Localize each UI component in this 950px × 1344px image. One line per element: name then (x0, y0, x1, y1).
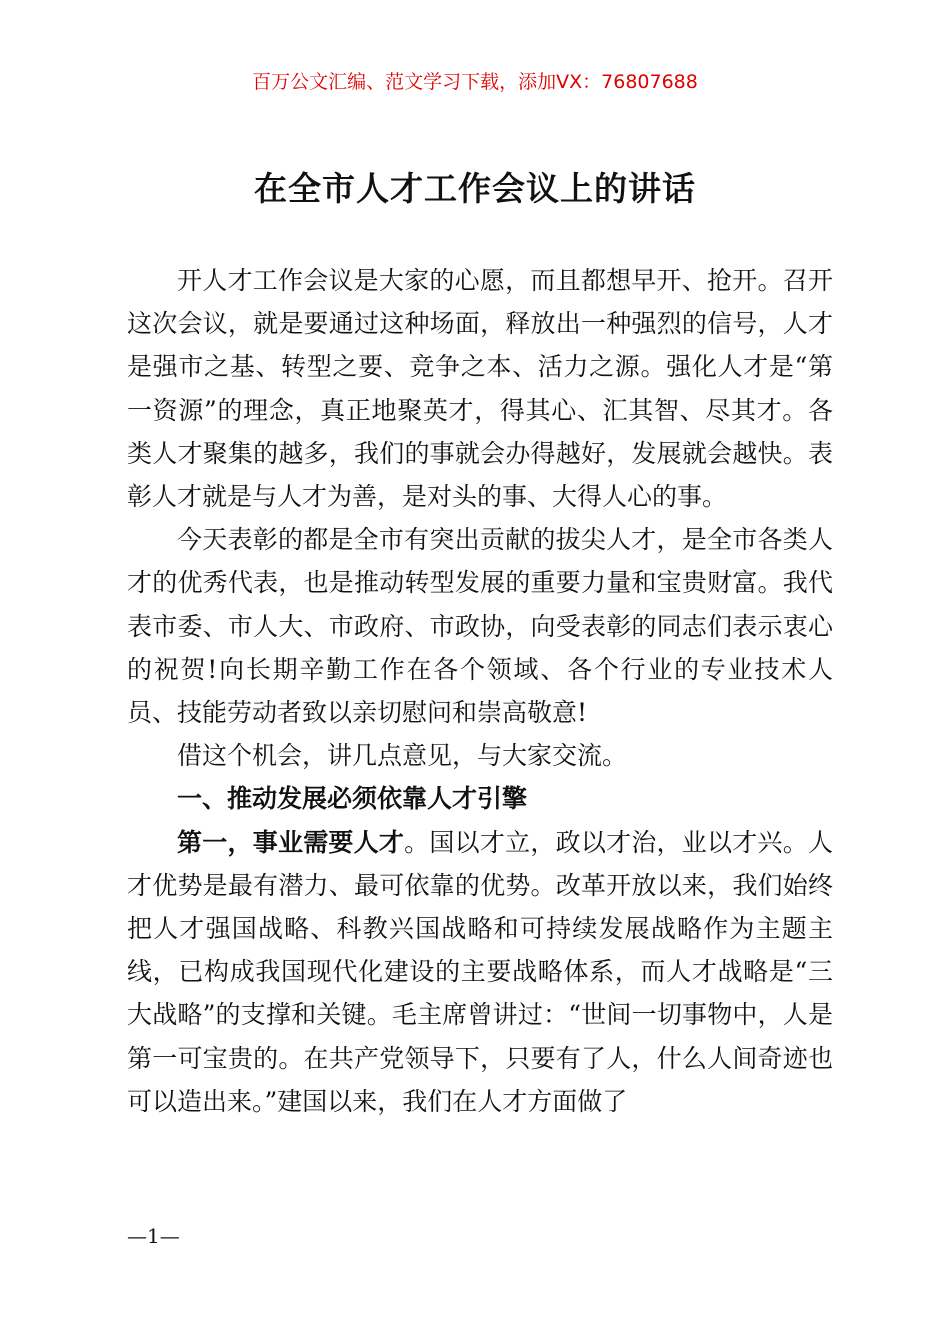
document-title: 在全市人才工作会议上的讲话 (254, 169, 696, 208)
subsection-text: 。国以才立，政以才治，业以才兴。人才优势是最有潜力、最可依靠的优势。改革开放以来，我们始终把人才强国战略、科教兴国战略和可持续发展战略作为主题主线，已构成我国现代化建设的主要战略体系，而人才战略是“三大战略”的支撑和关键。毛主席曾讲过：“世间一切事物中，人是第一可宝贵的。在共产党领导下，只要有了人，什么人间奇迹也可以造出来。”建国以来，我们在人才方面做了 (127, 827, 833, 1116)
paragraph-2: 今天表彰的都是全市有突出贡献的拔尖人才，是全市各类人才的优秀代表，也是推动转型发展的重要力量和宝贵财富。我代表市委、市人大、市政府、市政协，向受表彰的同志们表示衷心的祝贺!向长期辛勤工作在各个领域、各个行业的专业技术人员、技能劳动者致以亲切慰问和崇高敬意! (127, 525, 833, 728)
paragraph-3: 借这个机会，讲几点意见，与大家交流。 (177, 741, 628, 771)
document-body (127, 259, 833, 1123)
paragraph-4 (127, 821, 833, 1123)
watermark-header: 百万公文汇编、范文学习下载，添加VX：76807688 (252, 71, 698, 93)
paragraph-1: 开人才工作会议是大家的心愿，而且都想早开、抢开。召开这次会议，就是要通过这种场面，释放出一种强烈的信号，人才是强市之基、转型之要、竞争之本、活力之源。强化人才是“第一资源”的理念，真正地聚英才，得其心、汇其智、尽其才。各类人才聚集的越多，我们的事就会办得越好，发展就会越快。表彰人才就是与人才为善，是对头的事、大得人心的事。 (127, 266, 833, 512)
section-heading: 一、推动发展必须依靠人才引擎 (177, 784, 528, 814)
page-number: —1— (127, 1224, 180, 1248)
subsection-lead: 第一，事业需要人才 (177, 827, 405, 857)
